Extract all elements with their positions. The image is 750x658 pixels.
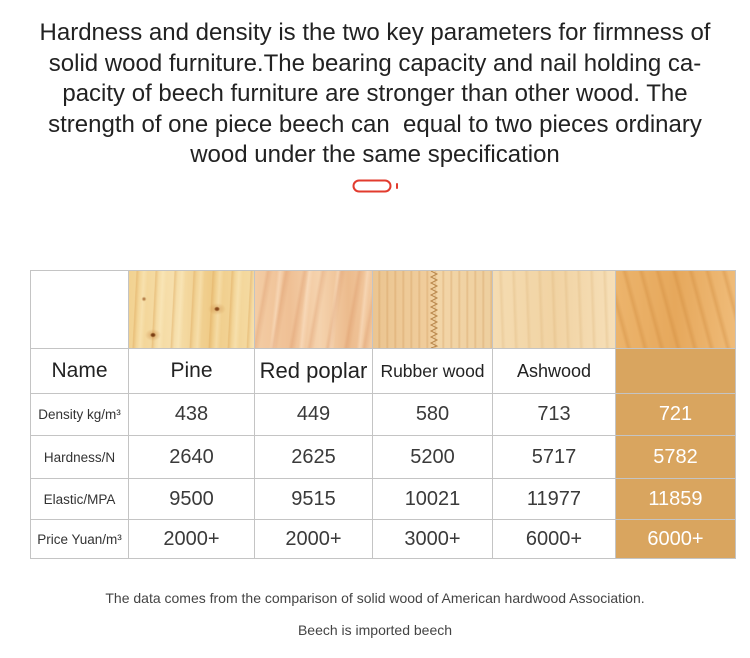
source-note: The data comes from the comparison of solid wood of American hardwood Association. [105,590,645,606]
wood-comparison-table [30,270,736,559]
highlight-cell: 11859 [616,479,736,520]
table-row-density [31,394,736,436]
row-label: Hardness/N [31,436,129,479]
table-row-elastic [31,479,736,520]
divider-pill-shape [354,181,391,192]
pine-wood-swatch [129,271,254,348]
table-cell: 438 [129,394,255,436]
highlight-cell: 6000+ [616,520,736,559]
table-row-hardness [31,436,736,479]
table-cell: 5200 [373,436,493,479]
ashwood-swatch-cell [493,271,616,349]
table-cell: 2625 [255,436,373,479]
row-label: Density kg/m³ [31,394,129,436]
table-cell: 2000+ [129,520,255,559]
red-poplar-swatch-cell [255,271,373,349]
intro-line-3: pacity of beech furniture are stronger than other wood. The [62,80,688,107]
table-cell: 9500 [129,479,255,520]
intro-line-4: strength of one piece beech can equal to two pieces ordinary [48,110,702,138]
pill-divider-icon [352,179,400,193]
table-cell: 449 [255,394,373,436]
red-poplar-wood-swatch [255,271,372,348]
beech-swatch-cell [616,271,736,349]
column-header-beech-highlight [616,349,736,394]
table-cell: 713 [493,394,616,436]
column-header-name: Name [31,349,129,394]
ashwood-swatch [493,271,615,348]
row-label: Price Yuan/m³ [31,520,129,559]
divider-dot-shape [396,183,398,189]
table-cell: 2000+ [255,520,373,559]
table-cell: 580 [373,394,493,436]
beech-wood-swatch [616,271,735,348]
swatch-corner-cell [31,271,129,349]
table-cell: 10021 [373,479,493,520]
highlight-cell: 5782 [616,436,736,479]
intro-paragraph [0,18,750,171]
column-header-ashwood: Ashwood [493,349,616,394]
column-header-rubber-wood: Rubber wood [373,349,493,394]
intro-line-2: solid wood furniture.The bearing capacity and nail holding ca- [48,49,702,77]
intro-line-5: wood under the same specification [190,141,560,168]
column-header-red-poplar: Red poplar [255,349,373,394]
row-label: Elastic/MPA [31,479,129,520]
wood-swatch-row [31,271,736,349]
finger-joint-graphic [373,271,492,348]
rubber-wood-swatch [373,271,492,348]
highlight-cell: 721 [616,394,736,436]
table-cell: 5717 [493,436,616,479]
table-row-price [31,520,736,559]
intro-line-1: Hardness and density is the two key parameters for firmness of [39,19,711,46]
table-cell: 9515 [255,479,373,520]
rubber-wood-swatch-cell [373,271,493,349]
origin-note: Beech is imported beech [297,622,453,638]
column-header-pine: Pine [129,349,255,394]
pill-divider-svg [352,179,400,193]
table-cell: 3000+ [373,520,493,559]
table-cell: 2640 [129,436,255,479]
table-cell: 11977 [493,479,616,520]
table-cell: 6000+ [493,520,616,559]
pine-swatch-cell [129,271,255,349]
table-header-row [31,349,736,394]
finger-joint-line [431,271,437,348]
